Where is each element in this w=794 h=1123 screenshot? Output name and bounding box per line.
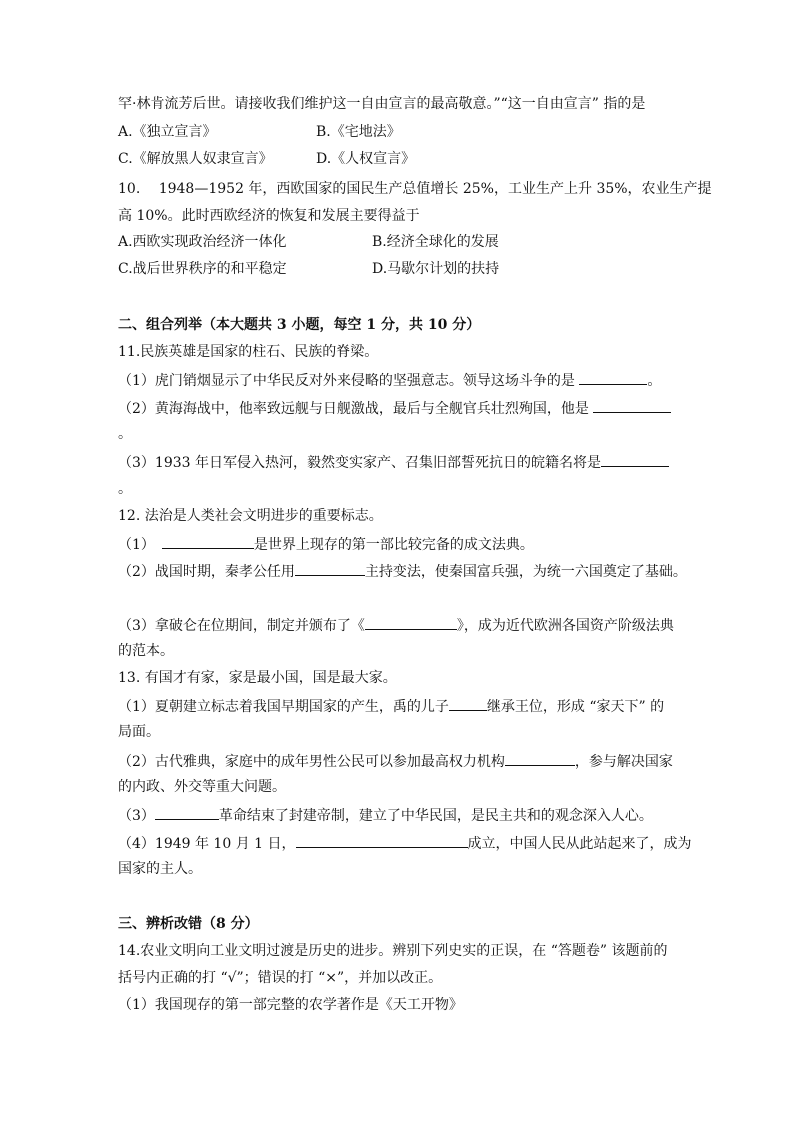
q13-item-3-label: （3） [118,808,155,824]
q11-item-3-end: 。 [118,481,132,497]
q12-item-1 [118,534,534,554]
q10-stem-line2: 高 10%。此时西欧经济的恢复和发展主要得益于 [118,208,420,224]
q13-item-2 [118,751,673,771]
q14-stem-line2: 括号内正确的打 “√”；错误的打 “×”，并加以改正。 [118,970,443,986]
answer-blank[interactable] [296,833,468,848]
text-line: 罕·林肯流芳后世。请接收我们维护这一自由宣言的最高敬意。”“这一自由宣言” 指的是 [118,96,646,112]
q13-item-4-text: （4）1949 年 10 月 1 日， [118,836,296,852]
q13-item-2-text: （2）古代雅典，家庭中的成年男性公民可以参加最高权力机构 [118,754,505,770]
q12-item-2 [118,561,687,581]
q12-item-3-cont: 的范本。 [118,643,174,659]
q13-item-4-cont: 国家的主人。 [118,861,202,877]
q11-item-1 [118,370,661,390]
q12-item-2-text: （2）战国时期，秦孝公任用 [118,564,295,580]
q9-option-a: A.《独立宣言》 [118,124,217,140]
answer-blank[interactable] [579,370,647,385]
section-3-heading: 三、辨析改错（8 分） [118,916,259,932]
q9-option-d: D.《人权宣言》 [316,151,416,167]
q10-option-a: A.西欧实现政治经济一体化 [118,234,287,250]
q9-option-c: C.《解放黑人奴隶宣言》 [118,151,273,167]
answer-blank[interactable] [505,751,575,766]
q13-item-1 [118,696,664,716]
q11-item-2-end: 。 [118,426,132,442]
q13-item-3-text: 革命结束了封建帝制，建立了中华民国，是民主共和的观念深入人心。 [218,808,653,824]
q14-item-1: （1）我国现存的第一部完整的农学著作是《天工开物》 [118,997,463,1013]
answer-blank[interactable] [295,561,365,576]
q11-item-2-text: （2）黄海海战中，他率致远舰与日舰激战，最后与全舰官兵壮烈殉国，他是 [118,401,594,417]
answer-blank[interactable] [601,452,669,467]
q13-item-2-end: ，参与解决国家 [574,754,673,770]
q12-item-1-label: （1） [118,537,162,553]
answer-blank[interactable] [449,696,487,711]
q11-item-3-text: （3）1933 年日军侵入热河，毅然变实家产、召集旧部誓死抗日的皖籍名将是 [118,455,601,471]
q11-stem: 11.民族英雄是国家的柱石、民族的脊梁。 [118,344,379,360]
q11-item-2 [118,398,671,418]
q10-option-b: B.经济全球化的发展 [372,234,499,250]
q13-item-4 [118,833,692,853]
answer-blank[interactable] [155,805,219,820]
q11-item-1-text: （1）虎门销烟显示了中华民反对外来侵略的坚强意志。领导这场斗争的是 [118,373,580,389]
q10-option-c: C.战后世界秩序的和平稳定 [118,261,287,277]
q13-item-4-end: 成立，中国人民从此站起来了，成为 [467,836,692,852]
q12-stem: 12. 法治是人类社会文明进步的重要标志。 [118,508,383,524]
q13-item-1-text: （1）夏朝建立标志着我国早期国家的产生，禹的儿子 [118,699,449,715]
answer-blank[interactable] [162,534,254,549]
answer-blank[interactable] [593,398,671,413]
q9-option-b: B.《宅地法》 [316,124,401,140]
answer-blank[interactable] [365,615,457,630]
q14-stem-line1: 14.农业文明向工业文明过渡是历史的进步。辨别下列史实的正误，在 “答题卷” 该题前的 [118,943,668,959]
q12-item-1-text: 是世界上现存的第一部比较完备的成文法典。 [253,537,534,553]
q13-item-1-cont: 局面。 [118,724,160,740]
q11-item-3 [118,452,669,472]
q11-item-1-end: 。 [647,373,662,389]
q12-item-3-end: 》，成为近代欧洲各国资产阶级法典 [456,618,674,634]
q12-item-3 [118,615,674,635]
q10-stem-line1: 10. 1948—1952 年，西欧国家的国民生产总值增长 25%，工业生产上升 35%，农业生产提 [118,181,712,197]
q12-item-3-text: （3）拿破仑在位期间，制定并颁布了《 [118,618,365,634]
q10-option-d: D.马歇尔计划的扶持 [372,261,500,277]
q13-item-1-end: 继承王位，形成 “家天下” 的 [486,699,665,715]
q13-item-3 [118,805,653,825]
q13-item-2-cont: 的内政、外交等重大问题。 [118,779,286,795]
q13-stem: 13. 有国才有家，家是最小国，国是最大家。 [118,670,397,686]
section-2-heading: 二、组合列举（本大题共 3 小题，每空 1 分，共 10 分） [118,317,481,333]
q12-item-2-end: 主持变法，使秦国富兵强，为统一六国奠定了基础。 [364,564,687,580]
